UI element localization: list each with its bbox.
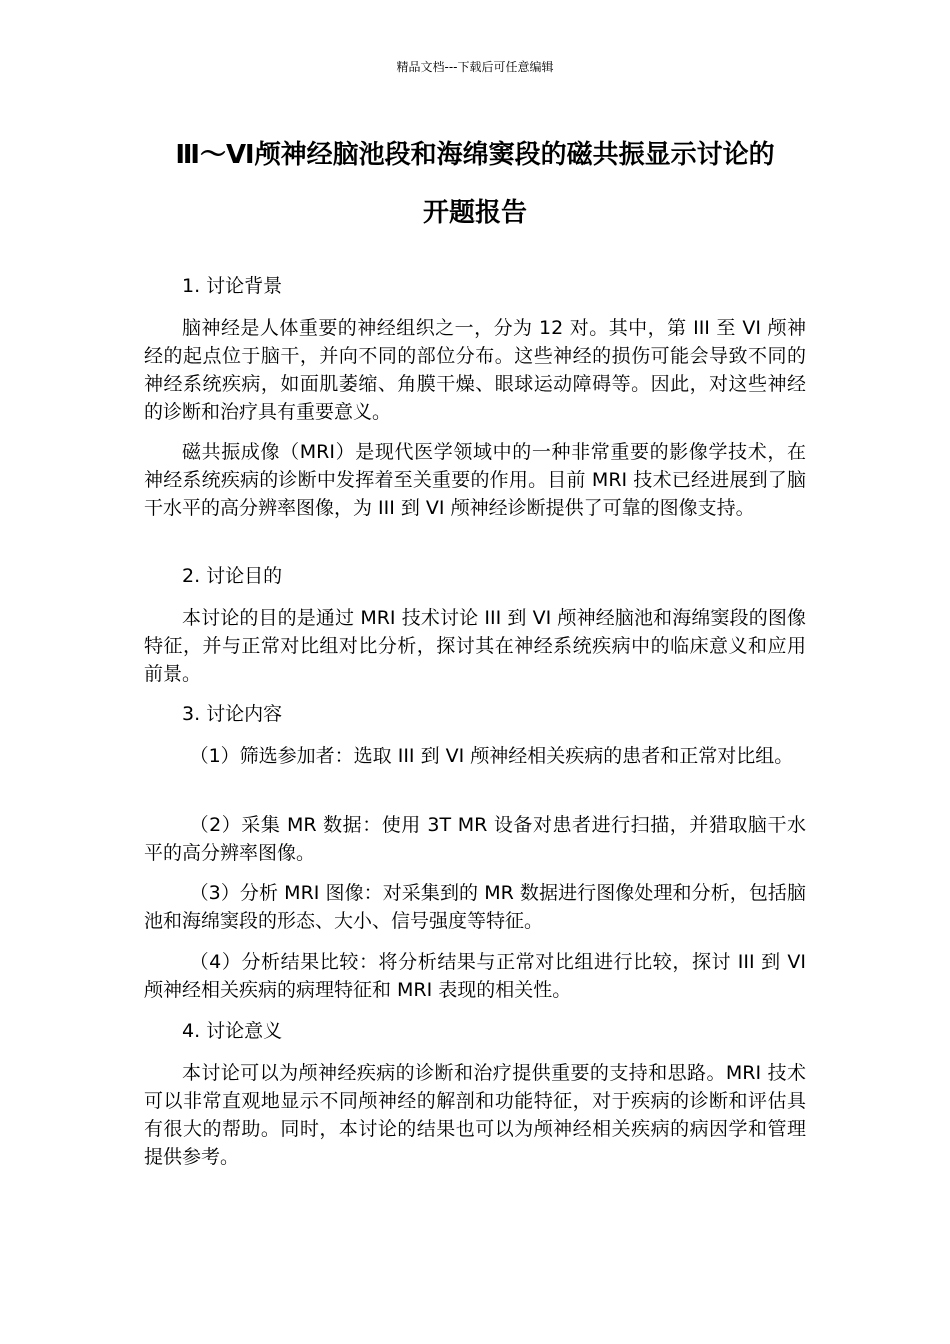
paragraph-purpose: 本讨论的目的是通过 MRI 技术讨论 III 到 VI 颅神经脑池和海绵窦段的图像特征，并与正常对比组对比分析，探讨其在神经系统疾病中的临床意义和应用前景。 (144, 607, 806, 685)
section-heading-background: 1. 讨论背景 (182, 275, 283, 297)
paragraph-background-1: 脑神经是人体重要的神经组织之一，分为 12 对。其中，第 III 至 VI 颅神经的起点位于脑干，并向不同的部位分布。这些神经的损伤可能会导致不同的神经系统疾病，如面肌萎缩、角膜干燥、眼球运动障碍等。因此，对这些神经的诊断和治疗具有重要意义。 (144, 317, 806, 423)
content-item-4: （4）分析结果比较：将分析结果与正常对比组进行比较，探讨 III 到 VI 颅神经相关疾病的病理特征和 MRI 表现的相关性。 (144, 951, 813, 1001)
content-item-1: （1）筛选参加者：选取 III 到 VI 颅神经相关疾病的患者和正常对比组。 (189, 745, 794, 767)
document-title-line-1: Ⅲ～Ⅵ颅神经脑池段和海绵窦段的磁共振显示讨论的 (175, 140, 775, 170)
paragraph-significance: 本讨论可以为颅神经疾病的诊断和治疗提供重要的支持和思路。MRI 技术可以非常直观地显示不同颅神经的解剖和功能特征，对于疾病的诊断和评估具有很大的帮助。同时，本讨论的结果也可以为颅神经相关疾病的病因学和管理提供参考。 (144, 1062, 806, 1168)
document-title-line-2: 开题报告 (422, 198, 527, 228)
paragraph-background-2: 磁共振成像（MRI）是现代医学领域中的一种非常重要的影像学技术，在神经系统疾病的诊断中发挥着至关重要的作用。目前 MRI 技术已经进展到了脑干水平的高分辨率图像，为 III 到 VI 颅神经诊断提供了可靠的图像支持。 (144, 441, 806, 519)
section-heading-content: 3. 讨论内容 (182, 703, 283, 725)
section-heading-purpose: 2. 讨论目的 (182, 565, 283, 587)
section-heading-significance: 4. 讨论意义 (182, 1020, 283, 1042)
page-header: 精品文档---下载后可任意编辑 (396, 60, 554, 74)
content-item-3: （3）分析 MRI 图像：对采集到的 MR 数据进行图像处理和分析，包括脑池和海绵窦段的形态、大小、信号强度等特征。 (144, 882, 806, 932)
content-item-2: （2）采集 MR 数据：使用 3T MR 设备对患者进行扫描，并猎取脑干水平的高分辨率图像。 (144, 814, 806, 864)
